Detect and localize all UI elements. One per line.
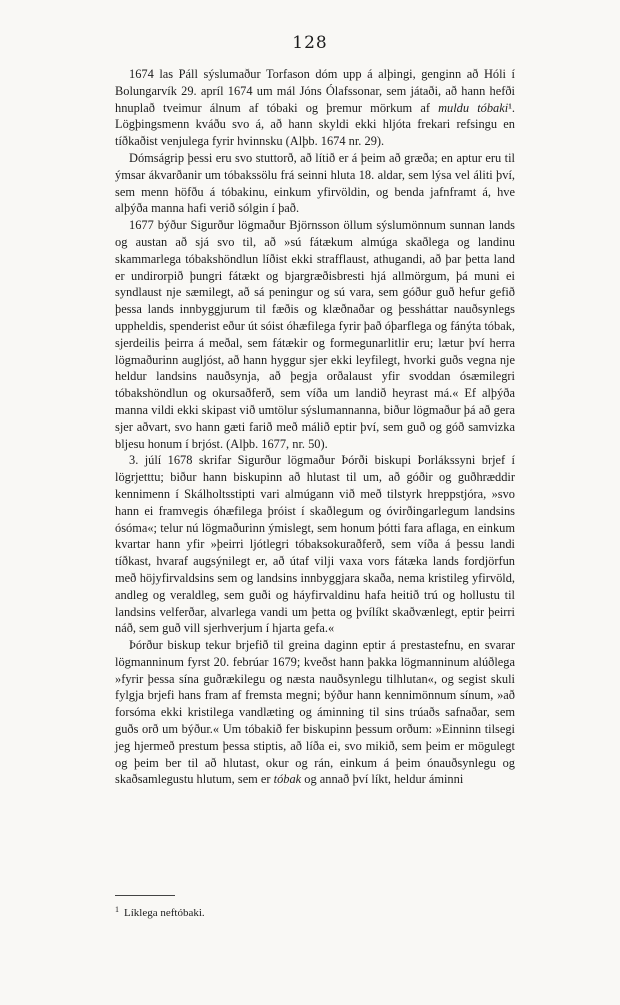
body-text: [115, 66, 515, 788]
paragraph-5: [115, 637, 515, 788]
paragraph-text: 1677 býður Sigurður lögmaður Björnsson öllum sýslumönnum sunnan lands og austan að sjá svo til, að »sú fátækum almúga skaðlega og landinu skammarlega tóbakshöndlun líðist ekki strafflaust, athugandi, að þar þetta land er undirorpið þungri fátækt og bjargræðisbresti hjá allmörgum, þá muni ei syndlaust nje sæmilegt, að sá peningur og sú vara, sem góður guð hefur gefið þessa lands innbyggjurum til fæðis og klæðnaðar og þessháttar nauðsynlegs uppheldis, spenderist eður út sóist óhæfilega fyrir það óþarflega og fánýta tóbak, sjerdeilis þeirra á meðal, sem fátækir og formegunarlitlir eru; lætur því herra lögmaðurinn augljóst, að hann hyggur sjer ekki leyfilegt, hvorki guðs vegna nje heldur landsins nauðsynja, að þegja orðalaust yfir svoddan ósæmilegri tóbakshöndlun og okursaðferð, sem víða um landið heyrast má.« Ef alþýða manna vildi ekki skipast við umtölur sýslumannanna, biður lögmaður þá að gera sjer aðvart, svo hann gæti farið með málið eptir því, sem guð og góð samvizka bljesu honum í brjóst. (Alþb. 1677, nr. 50).: [115, 218, 515, 451]
paragraph-text: 1674 las Páll sýslumaður Torfason dóm upp á alþingi, genginn að Hóli í Bolungarvík 29. apríl 1674 um mál Jóns Ólafssonar, sem játaði, að hann hefði hnuplað tveimur álnum af tóbaki og þremur mörkum af: [115, 67, 515, 115]
italic-phrase: tóbak: [273, 772, 302, 787]
footnote-mark: 1: [115, 905, 119, 914]
paragraph-text: Dómságrip þessi eru svo stuttorð, að lítið er á þeim að græða; en aptur eru til ýmsar ákvarðanir um tóbakssölu frá seinni hluta 18. aldar, sem lýsa vel áliti því, sem menn höfðu á tóbakinu, einkum yfirvöldin, og benda jafnframt á, hve alþýða manna hafi verið sólgin í það.: [115, 150, 515, 216]
paragraph-2: [115, 150, 515, 217]
footnote-text: Líklega neftóbaki.: [124, 907, 205, 919]
footnote: [115, 903, 515, 920]
paragraph-text: ¹. Lögþingsmenn kváðu svo á, að hann skyldi ekki hljóta frekari refsingu en tíðkaðist venjulega fyrir hvinnsku (Alþb. 1674 nr. 29).: [115, 100, 515, 149]
italic-phrase: muldu tóbaki: [438, 100, 509, 115]
paragraph-text: og annað því líkt, heldur áminni: [301, 772, 464, 787]
footnote-divider: [115, 895, 175, 896]
paragraph-3: [115, 217, 515, 452]
page-number: 128: [292, 33, 328, 53]
paragraph-text: 3. júlí 1678 skrifar Sigurður lögmaður Þórði biskupi Þorlákssyni brjef í lögrjetttu; biður hann biskupinn að hlutast til um, að góðir og guðhræddir kennimenn í Skálholtsstipti vari almúgann við með tilstyrk hreppstjóra, »svo hann ei framvegis óhæfilega þróist í skaðlegum og óvirðingarlegum landsins ósóma«; telur nú lögmaðurinn ýmislegt, sem honum þótti fara aflaga, en einkum kvartar hann yfir »þeirri ljótlegri tóbaksokuraðferð, sem víða á þessu landi tíðkast, hvaraf augsýnilegt er, að útaf vilji vaxa vors fátæka lands fordjörfun með höjyfirvaldsins sem og landsins innbyggjara skaða, nema kristileg yfirvöld, andleg og veraldleg, sem guði og háyfirvaldinu hafa heitið trú og hollustu til landsins velferðar, alvarlega vandi um þetta og þvílíkt skaðvænlegt, eptir þeirri náð, sem guð vill sjerhverjum í hjarta gefa.«: [115, 453, 515, 636]
paragraph-1: [115, 66, 515, 150]
paragraph-text: Þórður biskup tekur brjefið til greina daginn eptir á prestastefnu, en svarar lögmanninum fyrst 20. febrúar 1679; kveðst hann þakka lögmanninum alúðlega »fyrir þessa sína guðrækilegu og næsta nauðsynlegu tilhlutan«, og segist skuli fylgja brjefi hans fram af fremsta megni; býður hann kennimönnum sínum, »að forsóma ekki kristilega vandlæting og áminning til sins trúaðs safnaðar, sem guðs orð um býður.« Um tóbakið fer biskupinn þessum orðum: »Einninn tilsegi jeg hjermeð prestum þessa stiptis, að líða ei, svo mikið, sem þeim er mögulegt og þeim ber til að hlutast, okur og rán, einkum á þeim ónauðsynlegu og skaðsamlegustu hlutum, sem er: [115, 638, 515, 787]
paragraph-4: [115, 452, 515, 637]
